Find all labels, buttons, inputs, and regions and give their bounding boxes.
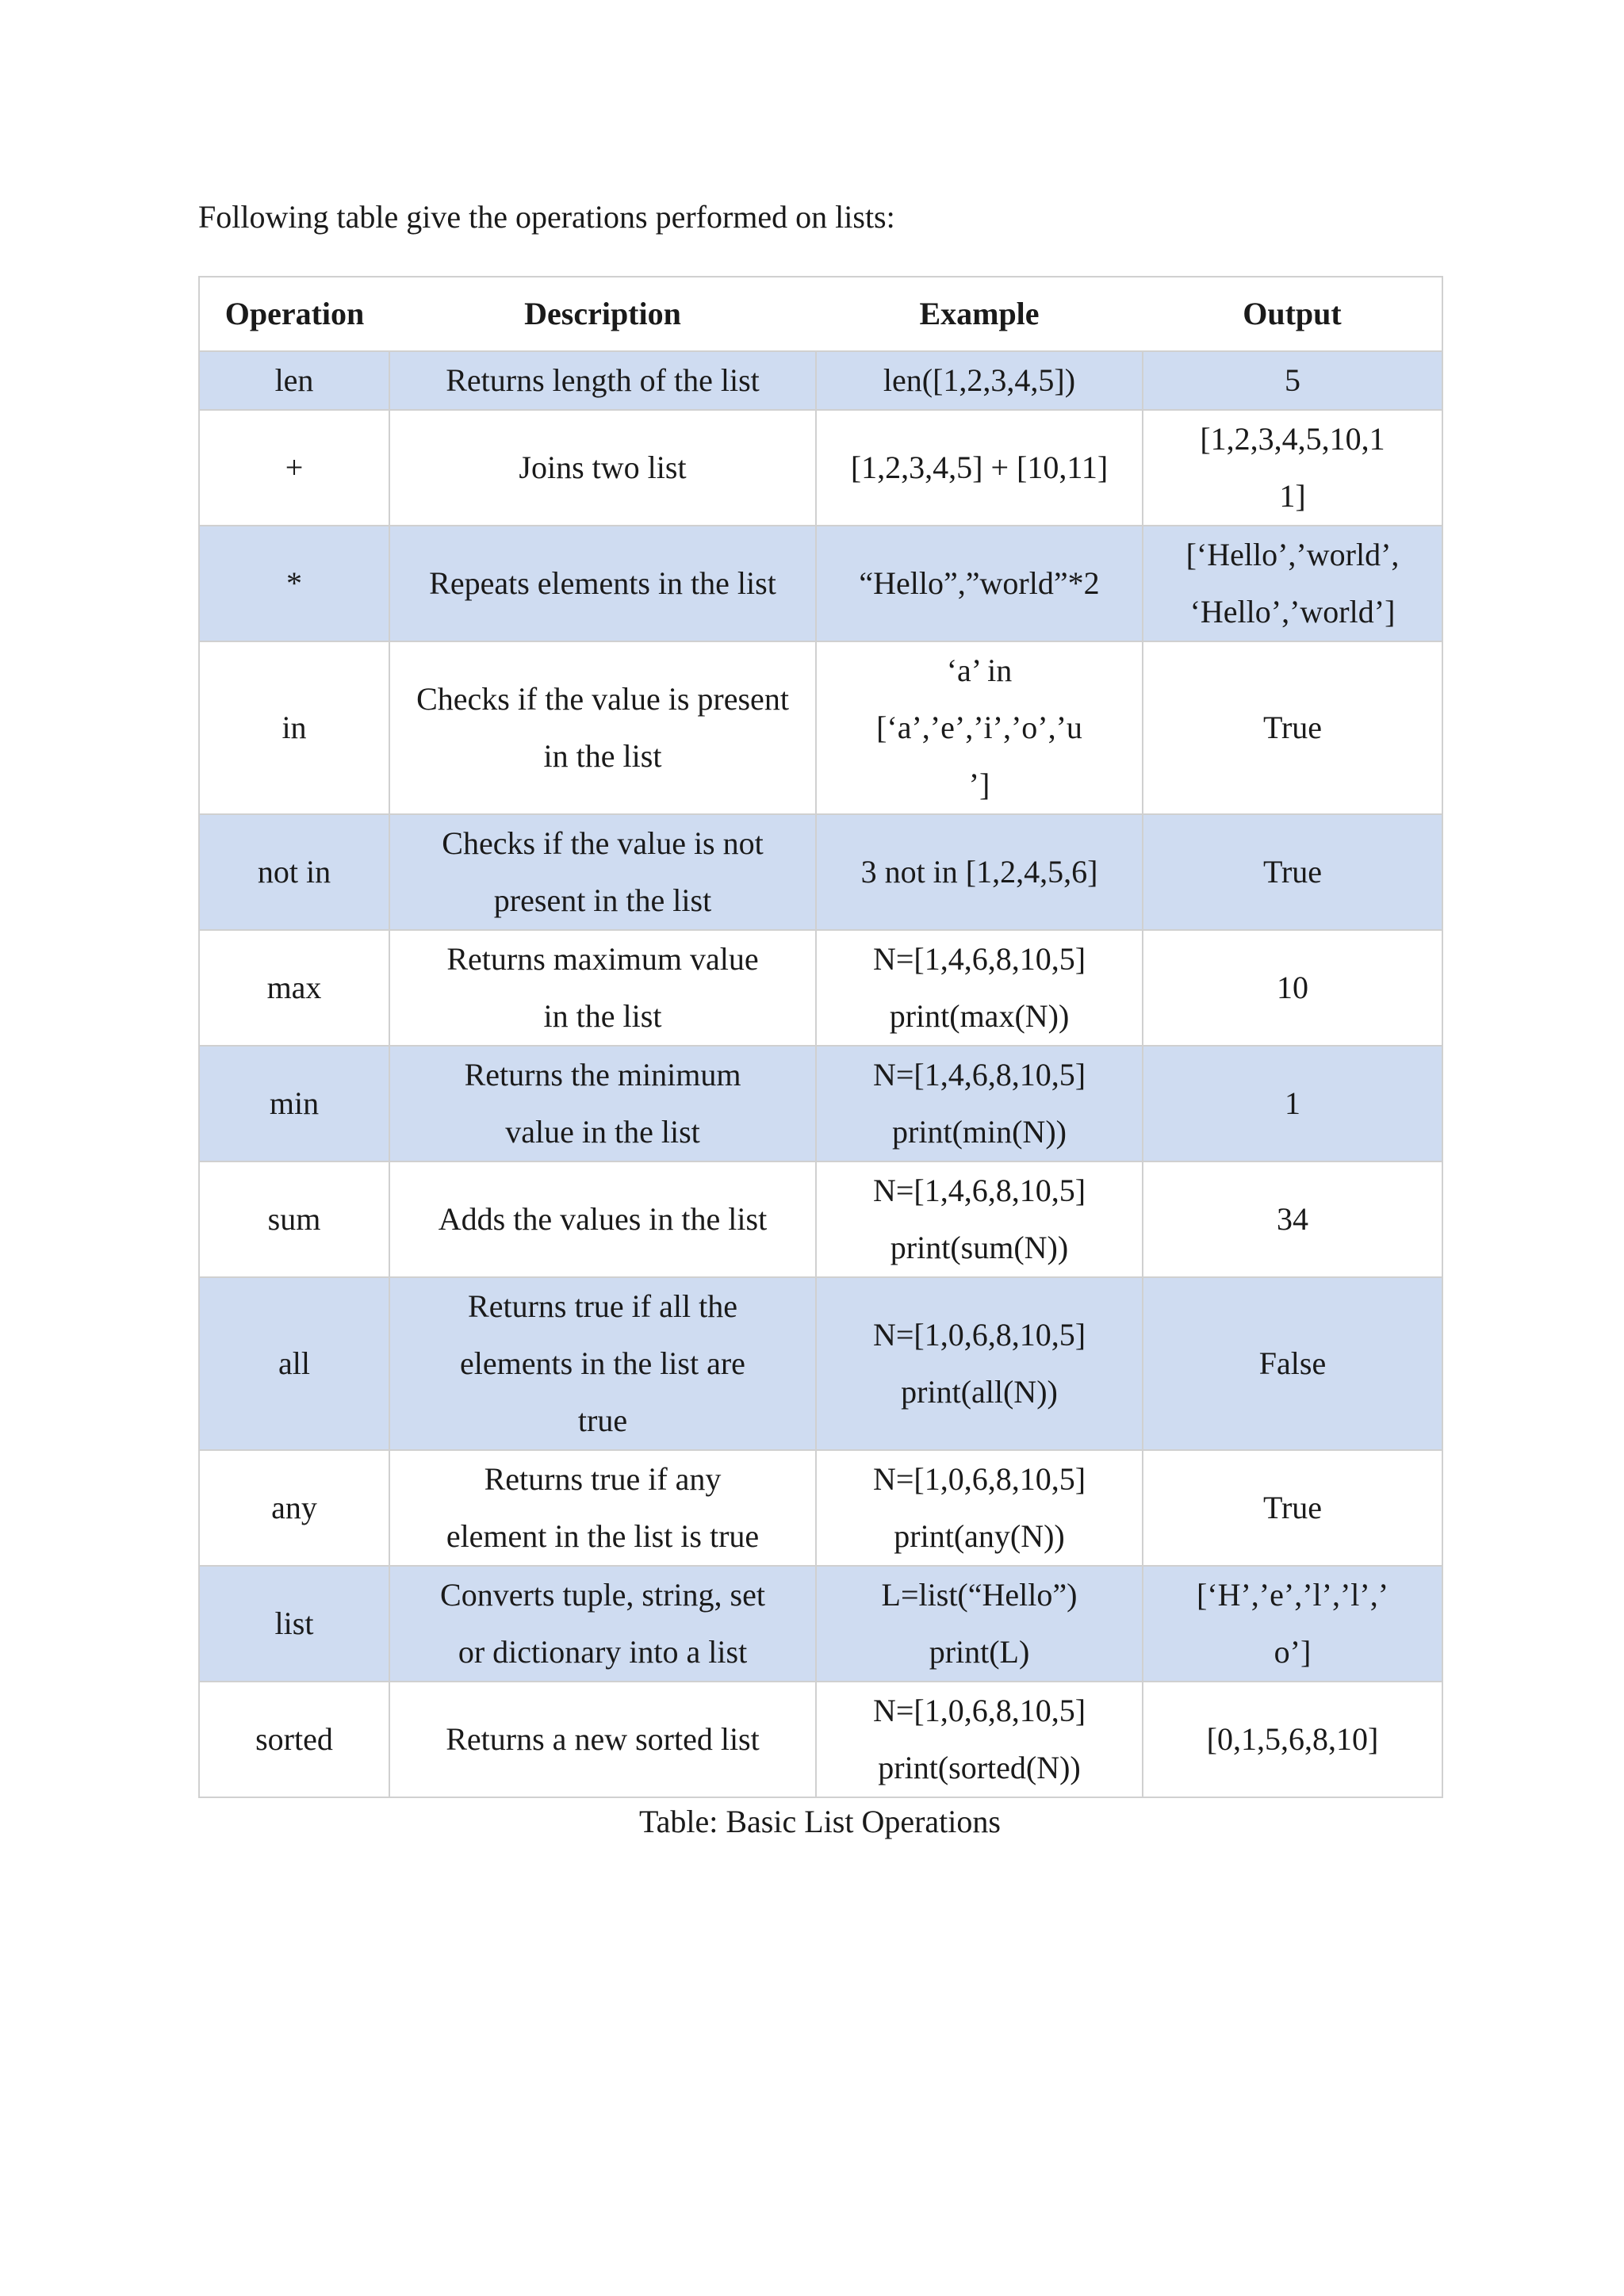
cell-output-line: 10 xyxy=(1277,970,1308,1005)
cell-operation: * xyxy=(199,526,389,641)
cell-description xyxy=(389,814,816,930)
cell-example-line: N=[1,0,6,8,10,5] xyxy=(872,1317,1086,1353)
cell-description-line: Returns length of the list xyxy=(446,362,760,398)
cell-operation: min xyxy=(199,1046,389,1161)
cell-description-line: true xyxy=(577,1402,628,1438)
cell-operation: any xyxy=(199,1450,389,1566)
cell-description-line: or dictionary into a list xyxy=(458,1634,748,1670)
table-header-row xyxy=(199,277,1442,351)
cell-output-line: o’] xyxy=(1274,1634,1312,1670)
cell-output-line: False xyxy=(1258,1345,1327,1381)
header-operation: Operation xyxy=(199,277,389,351)
cell-example-line: print(sum(N)) xyxy=(890,1230,1069,1265)
cell-operation: in xyxy=(199,641,389,814)
table-row xyxy=(199,410,1442,526)
cell-example-line: ’] xyxy=(968,767,990,802)
cell-example-line: L=list(“Hello”) xyxy=(881,1577,1078,1613)
cell-example-line: print(min(N)) xyxy=(892,1114,1067,1150)
header-description: Description xyxy=(389,277,816,351)
cell-description xyxy=(389,410,816,526)
cell-example-line: print(any(N)) xyxy=(894,1518,1065,1554)
cell-output xyxy=(1143,1450,1442,1566)
table-row xyxy=(199,351,1442,410)
cell-example-line: N=[1,4,6,8,10,5] xyxy=(872,1173,1086,1208)
cell-output-line: [‘H’,’e’,’l’,’l’,’ xyxy=(1196,1577,1389,1613)
cell-description-line: Returns a new sorted list xyxy=(446,1721,760,1757)
cell-description-line: element in the list is true xyxy=(446,1518,760,1554)
cell-operation: + xyxy=(199,410,389,526)
cell-output-line: [1,2,3,4,5,10,1 xyxy=(1200,421,1385,457)
cell-output xyxy=(1143,351,1442,410)
cell-example-line: [1,2,3,4,5] + [10,11] xyxy=(850,450,1109,485)
cell-example-line: print(all(N)) xyxy=(901,1374,1058,1410)
cell-description xyxy=(389,1046,816,1161)
cell-description-line: Checks if the value is present xyxy=(416,681,789,717)
table-row xyxy=(199,814,1442,930)
cell-description-line: Returns true if any xyxy=(484,1461,722,1497)
cell-output xyxy=(1143,1161,1442,1277)
cell-operation: not in xyxy=(199,814,389,930)
cell-description xyxy=(389,930,816,1046)
cell-output xyxy=(1143,1682,1442,1797)
cell-output-line: 1] xyxy=(1279,478,1306,514)
cell-output xyxy=(1143,930,1442,1046)
cell-example-line: N=[1,4,6,8,10,5] xyxy=(872,941,1086,977)
cell-description xyxy=(389,351,816,410)
cell-operation: all xyxy=(199,1277,389,1450)
cell-output-line: 5 xyxy=(1285,362,1300,398)
cell-example xyxy=(816,1566,1143,1682)
header-example: Example xyxy=(816,277,1143,351)
cell-output-line: True xyxy=(1262,710,1323,745)
cell-output xyxy=(1143,526,1442,641)
table-row xyxy=(199,1566,1442,1682)
cell-example xyxy=(816,351,1143,410)
cell-output xyxy=(1143,410,1442,526)
cell-example-line: N=[1,4,6,8,10,5] xyxy=(872,1057,1086,1093)
cell-description-line: in the list xyxy=(543,998,662,1034)
cell-example xyxy=(816,410,1143,526)
cell-example-line: print(max(N)) xyxy=(889,998,1070,1034)
cell-example-line: ‘a’ in xyxy=(946,652,1013,688)
cell-output xyxy=(1143,1277,1442,1450)
cell-description-line: Joins two list xyxy=(519,450,687,485)
cell-example xyxy=(816,1046,1143,1161)
table-caption: Table: Basic List Operations xyxy=(639,1804,1001,1839)
table-row xyxy=(199,641,1442,814)
cell-description xyxy=(389,526,816,641)
cell-description-line: in the list xyxy=(543,738,662,774)
cell-example xyxy=(816,814,1143,930)
list-operations-table xyxy=(198,276,1443,1798)
cell-description-line: Returns maximum value xyxy=(446,941,759,977)
cell-operation: sum xyxy=(199,1161,389,1277)
cell-description xyxy=(389,1682,816,1797)
cell-operation: max xyxy=(199,930,389,1046)
cell-example-line: 3 not in [1,2,4,5,6] xyxy=(860,854,1098,890)
cell-description-line: Repeats elements in the list xyxy=(429,565,776,601)
cell-operation: list xyxy=(199,1566,389,1682)
cell-output xyxy=(1143,1046,1442,1161)
cell-example-line: len([1,2,3,4,5]) xyxy=(883,362,1076,398)
cell-example-line: [‘a’,’e’,’i’,’o’,’u xyxy=(876,710,1082,745)
cell-description xyxy=(389,1277,816,1450)
cell-output-line: ‘Hello’,’world’] xyxy=(1189,594,1396,629)
cell-operation: sorted xyxy=(199,1682,389,1797)
cell-output-line: [‘Hello’,’world’, xyxy=(1185,537,1400,572)
cell-output-line: True xyxy=(1262,854,1323,890)
table-row xyxy=(199,1161,1442,1277)
cell-example xyxy=(816,1450,1143,1566)
cell-description-line: present in the list xyxy=(493,882,712,918)
cell-description xyxy=(389,1161,816,1277)
cell-example xyxy=(816,641,1143,814)
cell-example xyxy=(816,1682,1143,1797)
cell-output-line: 34 xyxy=(1277,1201,1308,1237)
table-row xyxy=(199,526,1442,641)
cell-example xyxy=(816,1161,1143,1277)
cell-example-line: N=[1,0,6,8,10,5] xyxy=(872,1693,1086,1728)
table-body xyxy=(199,351,1442,1797)
cell-description-line: Returns true if all the xyxy=(468,1288,737,1324)
cell-description-line: value in the list xyxy=(505,1114,700,1150)
cell-example-line: print(sorted(N)) xyxy=(878,1750,1081,1785)
cell-example-line: print(L) xyxy=(929,1634,1030,1670)
intro-text: Following table give the operations performed on lists: xyxy=(198,199,895,235)
table-row xyxy=(199,1450,1442,1566)
cell-example xyxy=(816,526,1143,641)
cell-operation: len xyxy=(199,351,389,410)
table-row xyxy=(199,1682,1442,1797)
cell-description-line: Returns the minimum xyxy=(464,1057,741,1093)
cell-description-line: Converts tuple, string, set xyxy=(440,1577,765,1613)
cell-example xyxy=(816,1277,1143,1450)
cell-output xyxy=(1143,1566,1442,1682)
cell-output xyxy=(1143,641,1442,814)
cell-description-line: Checks if the value is not xyxy=(442,825,764,861)
cell-description-line: elements in the list are xyxy=(460,1345,745,1381)
cell-description xyxy=(389,641,816,814)
table-row xyxy=(199,1277,1442,1450)
cell-output-line: True xyxy=(1262,1490,1323,1525)
cell-description-line: Adds the values in the list xyxy=(438,1201,768,1237)
cell-description xyxy=(389,1566,816,1682)
header-output: Output xyxy=(1143,277,1442,351)
cell-output-line: 1 xyxy=(1285,1085,1300,1121)
cell-description xyxy=(389,1450,816,1566)
cell-output xyxy=(1143,814,1442,930)
cell-example-line: N=[1,0,6,8,10,5] xyxy=(872,1461,1086,1497)
table-row xyxy=(199,930,1442,1046)
table-row xyxy=(199,1046,1442,1161)
cell-example-line: “Hello”,”world”*2 xyxy=(859,565,1100,601)
cell-output-line: [0,1,5,6,8,10] xyxy=(1206,1721,1379,1757)
cell-example xyxy=(816,930,1143,1046)
